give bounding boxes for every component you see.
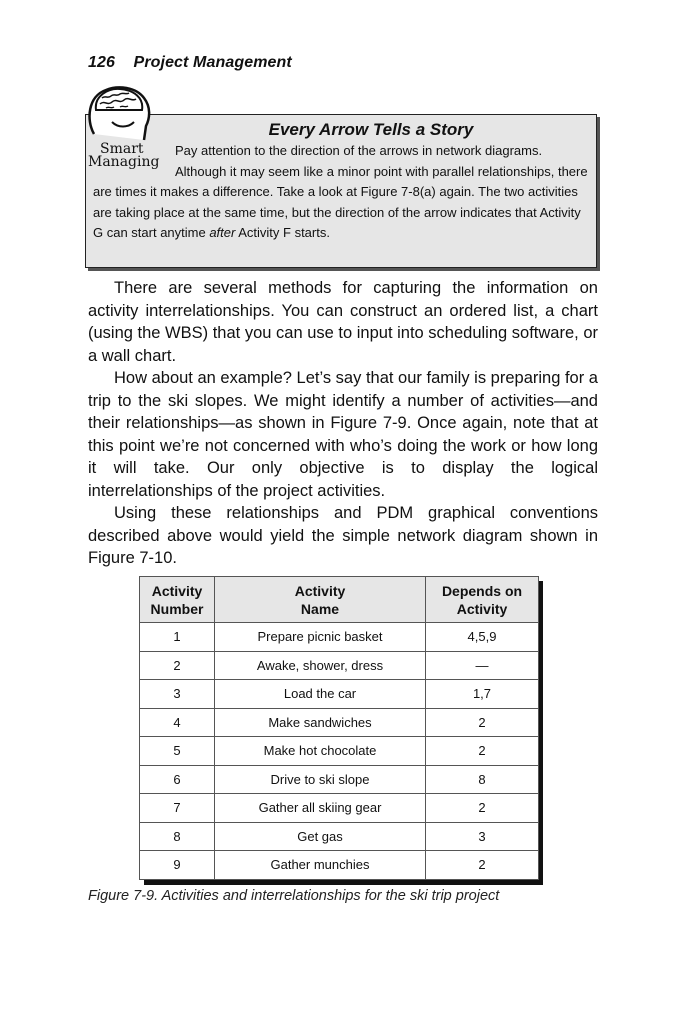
depends-on: 2 [426, 794, 539, 823]
depends-on: 8 [426, 765, 539, 794]
sidebar-text-part2: Activity F starts. [235, 225, 330, 240]
activity-name: Make hot chocolate [215, 737, 426, 766]
depends-on: — [426, 651, 539, 680]
activities-table [139, 576, 538, 880]
activity-name: Gather all skiing gear [215, 794, 426, 823]
activity-number: 7 [140, 794, 215, 823]
activity-number: 5 [140, 737, 215, 766]
depends-on: 2 [426, 708, 539, 737]
brain-head-icon [84, 82, 156, 142]
header-activity-number: Activity Number [140, 577, 215, 623]
table-header-row [140, 577, 539, 623]
table-row [140, 680, 539, 709]
figure-caption: Figure 7-9. Activities and interrelationships for the ski trip project [88, 888, 500, 904]
sidebar-text-italic: after [209, 225, 236, 240]
body-text [88, 277, 598, 570]
depends-on: 1,7 [426, 680, 539, 709]
activity-number: 9 [140, 851, 215, 880]
activity-name: Get gas [215, 822, 426, 851]
table-row [140, 851, 539, 880]
activity-number: 1 [140, 623, 215, 652]
sidebar-text-part1: Pay attention to the direction of the arrows in network diagrams. Although it may seem like a minor point with parallel relationships, there are times it makes a difference. Take a look at Figure 7-8(a) again. The two activities are taking place at the same time, but the direction of the arrow indicates that Activity G can start anytime [93, 143, 588, 240]
depends-on: 3 [426, 822, 539, 851]
page-number: 126 [88, 54, 115, 71]
depends-on: 4,5,9 [426, 623, 539, 652]
table-row [140, 822, 539, 851]
header-depends-on: Depends on Activity [426, 577, 539, 623]
activity-number: 2 [140, 651, 215, 680]
table-row [140, 623, 539, 652]
icon-label-smart: Smart [100, 141, 144, 157]
table-row [140, 765, 539, 794]
activity-number: 6 [140, 765, 215, 794]
sidebar-text [93, 141, 588, 244]
activity-name: Drive to ski slope [215, 765, 426, 794]
activity-name: Load the car [215, 680, 426, 709]
header-activity-name: Activity Name [215, 577, 426, 623]
sidebar-title: Every Arrow Tells a Story [268, 120, 474, 139]
paragraph-3: Using these relationships and PDM graphical conventions described above would yield the simple network diagram shown in Figure 7-10. [88, 504, 598, 567]
paragraph-2: How about an example? Let’s say that our family is preparing for a trip to the ski slopes. We might identify a number of activities—and their relationships—as shown in Figure 7-9. Once again, note that at this point we’re not concerned with who’s doing the work or how long it will take. Our only objective is to display the logical interrelationships of the project activities. [88, 369, 598, 500]
table-row [140, 737, 539, 766]
activity-name: Make sandwiches [215, 708, 426, 737]
table-row [140, 651, 539, 680]
activity-number: 3 [140, 680, 215, 709]
table-row [140, 708, 539, 737]
activity-name: Awake, shower, dress [215, 651, 426, 680]
table-row [140, 794, 539, 823]
activity-name: Prepare picnic basket [215, 623, 426, 652]
depends-on: 2 [426, 737, 539, 766]
book-title: Project Management [133, 54, 292, 71]
activity-number: 4 [140, 708, 215, 737]
activity-name: Gather munchies [215, 851, 426, 880]
icon-label-managing: Managing [88, 154, 160, 170]
smart-managing-sidebar [85, 114, 597, 268]
running-head [88, 54, 292, 72]
depends-on: 2 [426, 851, 539, 880]
activity-number: 8 [140, 822, 215, 851]
paragraph-1: There are several methods for capturing the information on activity interrelationships. You can construct an ordered list, a chart (using the WBS) that you can use to input into scheduling software, or a wall chart. [88, 279, 598, 365]
